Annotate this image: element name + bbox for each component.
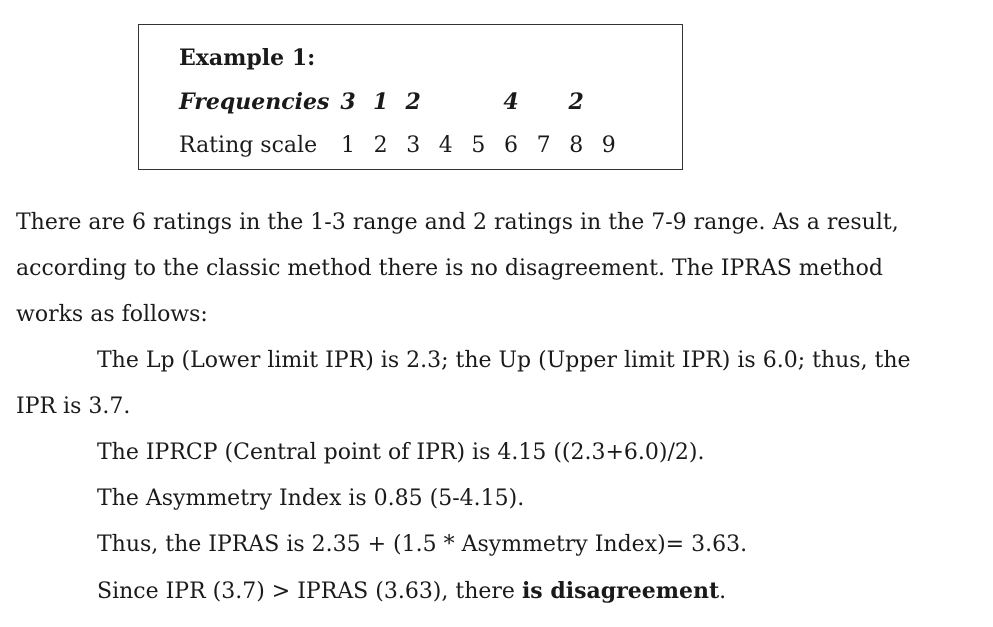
example-box <box>138 24 683 170</box>
rating-scale-value: 6 <box>504 133 518 158</box>
rating-scale-value: 7 <box>536 133 551 158</box>
conclusion-line <box>97 578 726 604</box>
paragraph1-line2: according to the classic method there is no disagreement. The IPRAS method <box>16 256 884 281</box>
conclusion-suffix: . <box>719 579 727 604</box>
rating-scale-value: 1 <box>341 133 355 158</box>
rating-scale-value: 5 <box>471 133 486 158</box>
rating-scale-value: 2 <box>373 133 388 158</box>
paragraph2-line1: The Lp (Lower limit IPR) is 2.3; the Up (Upper limit IPR) is 6.0; thus, the <box>97 348 911 373</box>
rating-scale-value: 8 <box>569 133 584 158</box>
example-title: Example 1: <box>179 45 316 71</box>
ipras-line: Thus, the IPRAS is 2.35 + (1.5 * Asymmetry Index)= 3.63. <box>97 532 748 557</box>
frequency-value: 2 <box>405 89 421 115</box>
iprcp-line: The IPRCP (Central point of IPR) is 4.15 ((2.3+6.0)/2). <box>97 440 705 465</box>
rating-scale-value: 3 <box>406 133 421 158</box>
paragraph1-line1: There are 6 ratings in the 1-3 range and 2 ratings in the 7-9 range. As a result, <box>16 210 899 235</box>
frequency-value: 2 <box>568 89 584 115</box>
rating-scale-label: Rating scale <box>179 133 318 158</box>
frequency-value: 4 <box>503 89 519 115</box>
rating-scale-value: 4 <box>438 133 453 158</box>
conclusion-prefix: Since IPR (3.7) > IPRAS (3.63), there <box>97 579 522 604</box>
frequencies-label: Frequencies <box>179 89 330 115</box>
frequency-value: 3 <box>340 89 356 115</box>
conclusion-emphasis: is disagreement <box>521 578 720 604</box>
asymmetry-line: The Asymmetry Index is 0.85 (5-4.15). <box>97 486 525 511</box>
paragraph2-line2: IPR is 3.7. <box>16 394 131 419</box>
frequency-value: 1 <box>372 89 389 115</box>
rating-scale-value: 9 <box>601 133 616 158</box>
paragraph1-line3: works as follows: <box>16 302 208 327</box>
